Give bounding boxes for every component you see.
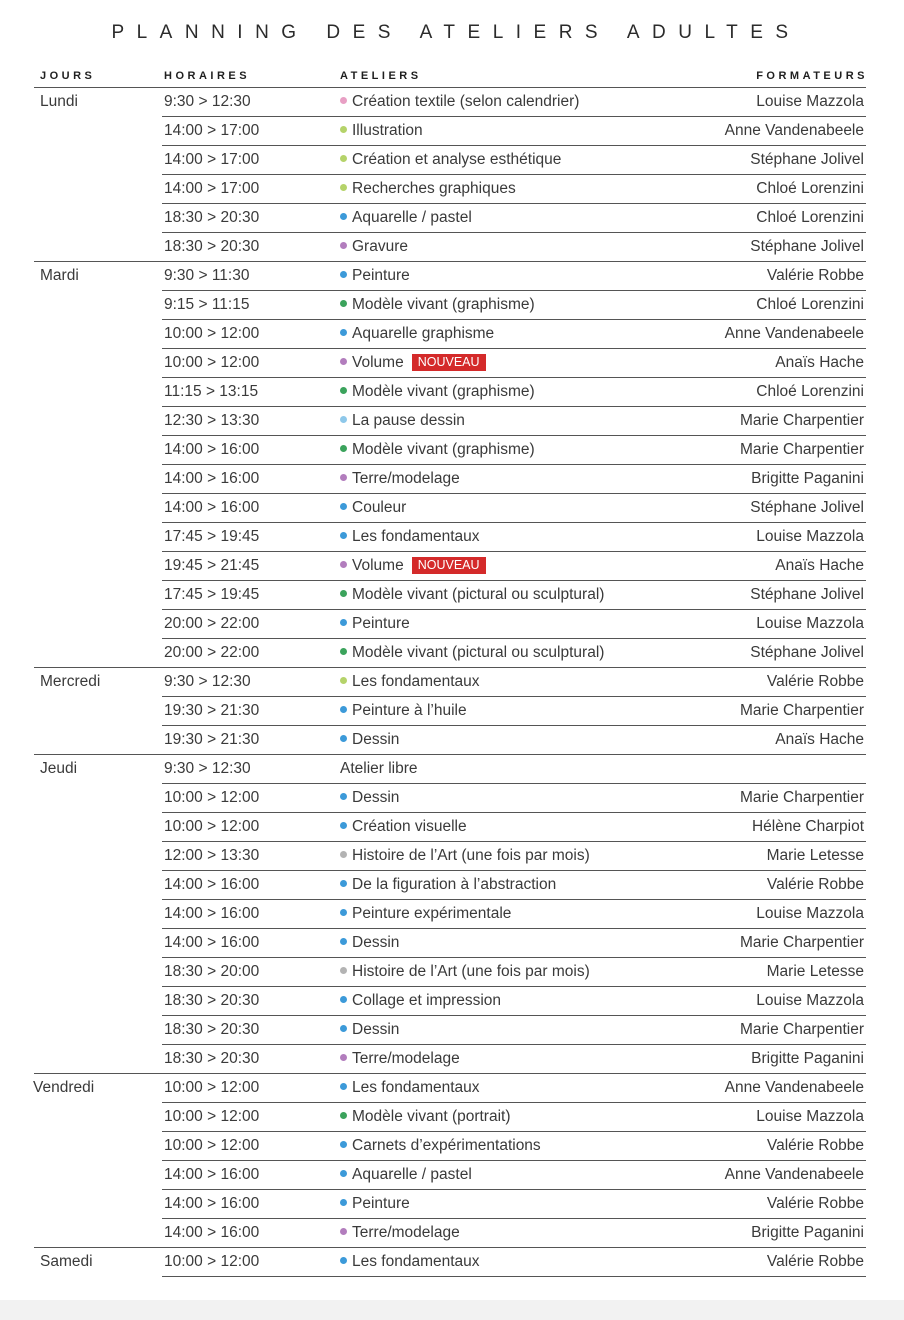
time-slot: 9:30 > 11:30 (164, 267, 250, 284)
header-formateurs: FORMATEURS (756, 70, 868, 82)
table-row (0, 233, 904, 262)
trainer-name: Louise Mazzola (756, 528, 864, 545)
trainer-name: Marie Charpentier (739, 702, 864, 719)
workshop-cell (340, 1079, 480, 1097)
time-slot: 9:15 > 11:15 (164, 296, 250, 313)
time-slot: 18:30 > 20:30 (164, 1050, 260, 1067)
workshop-name: Illustration (352, 122, 423, 139)
category-dot-icon (340, 532, 347, 539)
time-slot: 10:00 > 12:00 (164, 325, 260, 342)
trainer-name: Stéphane Jolivel (750, 586, 864, 603)
workshop-name: Dessin (352, 789, 400, 806)
workshop-name: Les fondamentaux (352, 1079, 480, 1096)
table-row (0, 146, 904, 175)
workshop-cell (340, 354, 486, 372)
table-row (0, 204, 904, 233)
workshop-cell (340, 963, 590, 981)
category-dot-icon (340, 271, 347, 278)
workshop-name: Gravure (352, 238, 408, 255)
table-header (0, 68, 904, 86)
workshop-cell (340, 528, 480, 546)
category-dot-icon (340, 387, 347, 394)
workshop-name: Peinture à l’huile (352, 702, 467, 719)
workshop-name: Modèle vivant (graphisme) (352, 383, 535, 400)
workshop-name: Modèle vivant (pictural ou sculptural) (352, 644, 605, 661)
workshop-name: Création et analyse esthétique (352, 151, 562, 168)
workshop-name: Modèle vivant (graphisme) (352, 441, 535, 458)
workshop-name: Les fondamentaux (352, 528, 480, 545)
trainer-name: Anne Vandenabeele (724, 1079, 864, 1096)
new-badge: NOUVEAU (412, 354, 486, 371)
time-slot: 19:30 > 21:30 (164, 731, 260, 748)
workshop-name: Volume (352, 354, 404, 371)
time-slot: 18:30 > 20:30 (164, 209, 260, 226)
workshop-cell (340, 702, 467, 720)
workshop-name: Volume (352, 557, 404, 574)
day-divider (34, 754, 866, 755)
workshop-name: Peinture expérimentale (352, 905, 512, 922)
day-label: Jeudi (40, 760, 78, 777)
time-slot: 10:00 > 12:00 (164, 818, 260, 835)
workshop-name: Histoire de l’Art (une fois par mois) (352, 963, 590, 980)
workshop-name: Collage et impression (352, 992, 502, 1009)
workshop-cell (340, 238, 408, 256)
time-slot: 10:00 > 12:00 (164, 789, 260, 806)
trainer-name: Valérie Robbe (766, 1137, 864, 1154)
workshop-cell (340, 1195, 410, 1213)
time-slot: 19:45 > 21:45 (164, 557, 260, 574)
workshop-name: Modèle vivant (graphisme) (352, 296, 535, 313)
category-dot-icon (340, 909, 347, 916)
time-slot: 14:00 > 16:00 (164, 905, 260, 922)
time-slot: 14:00 > 17:00 (164, 151, 260, 168)
time-slot: 10:00 > 12:00 (164, 1108, 260, 1125)
category-dot-icon (340, 445, 347, 452)
trainer-name: Anaïs Hache (775, 731, 864, 748)
trainer-name: Chloé Lorenzini (756, 209, 864, 226)
time-slot: 10:00 > 12:00 (164, 354, 260, 371)
table-row (0, 1248, 904, 1277)
time-slot: 14:00 > 16:00 (164, 1166, 260, 1183)
trainer-name: Anne Vandenabeele (724, 122, 864, 139)
trainer-name: Hélène Charpiot (751, 818, 864, 835)
table-row (0, 291, 904, 320)
table-row (0, 1103, 904, 1132)
workshop-cell (340, 296, 535, 314)
trainer-name: Marie Charpentier (739, 441, 864, 458)
table-row (0, 494, 904, 523)
workshop-cell (340, 122, 423, 140)
workshop-name: Recherches graphiques (352, 180, 516, 197)
time-slot: 12:00 > 13:30 (164, 847, 260, 864)
category-dot-icon (340, 97, 347, 104)
workshop-name: De la figuration à l’abstraction (352, 876, 557, 893)
category-dot-icon (340, 1141, 347, 1148)
table-row (0, 88, 904, 117)
trainer-name: Anne Vandenabeele (724, 1166, 864, 1183)
workshop-cell (340, 673, 480, 691)
trainer-name: Louise Mazzola (756, 1108, 864, 1125)
workshop-cell (340, 1021, 399, 1039)
time-slot: 14:00 > 17:00 (164, 180, 260, 197)
category-dot-icon (340, 1257, 347, 1264)
trainer-name: Anne Vandenabeele (724, 325, 864, 342)
day-label: Samedi (40, 1253, 93, 1270)
workshop-cell (340, 1253, 480, 1271)
trainer-name: Valérie Robbe (766, 267, 864, 284)
day-divider (34, 1073, 866, 1074)
row-divider (162, 1276, 866, 1277)
workshop-cell (340, 789, 399, 807)
table-row (0, 117, 904, 146)
category-dot-icon (340, 706, 347, 713)
category-dot-icon (340, 590, 347, 597)
category-dot-icon (340, 184, 347, 191)
table-row (0, 726, 904, 755)
workshop-name: Couleur (352, 499, 407, 516)
category-dot-icon (340, 851, 347, 858)
table-row (0, 1219, 904, 1248)
day-label: Mercredi (40, 673, 101, 690)
time-slot: 9:30 > 12:30 (164, 93, 251, 110)
category-dot-icon (340, 1228, 347, 1235)
table-row (0, 842, 904, 871)
time-slot: 19:30 > 21:30 (164, 702, 260, 719)
workshop-cell (340, 644, 604, 662)
trainer-name: Valérie Robbe (766, 673, 864, 690)
trainer-name: Marie Letesse (766, 847, 864, 864)
table-row (0, 1016, 904, 1045)
category-dot-icon (340, 1199, 347, 1206)
category-dot-icon (340, 822, 347, 829)
workshop-name: Peinture (352, 615, 410, 632)
workshop-cell (340, 1166, 472, 1184)
category-dot-icon (340, 619, 347, 626)
table-row (0, 668, 904, 697)
trainer-name: Valérie Robbe (766, 1253, 864, 1270)
table-row (0, 987, 904, 1016)
workshop-name: Dessin (352, 934, 400, 951)
table-row (0, 552, 904, 581)
day-divider (34, 1247, 866, 1248)
time-slot: 10:00 > 12:00 (164, 1137, 260, 1154)
workshop-name: Atelier libre (340, 760, 418, 777)
table-row (0, 610, 904, 639)
day-label: Vendredi (33, 1079, 95, 1096)
workshop-cell (340, 847, 590, 865)
table-row (0, 697, 904, 726)
trainer-name: Stéphane Jolivel (750, 644, 864, 661)
workshop-name: Dessin (352, 1021, 400, 1038)
trainer-name: Stéphane Jolivel (750, 151, 864, 168)
category-dot-icon (340, 735, 347, 742)
workshop-cell (340, 412, 465, 430)
workshop-name: Aquarelle / pastel (352, 1166, 472, 1183)
category-dot-icon (340, 503, 347, 510)
workshop-cell (340, 441, 535, 459)
trainer-name: Louise Mazzola (756, 615, 864, 632)
trainer-name: Louise Mazzola (756, 905, 864, 922)
category-dot-icon (340, 155, 347, 162)
trainer-name: Stéphane Jolivel (750, 238, 864, 255)
time-slot: 14:00 > 17:00 (164, 122, 260, 139)
workshop-cell (340, 818, 467, 836)
workshop-name: La pause dessin (352, 412, 465, 429)
trainer-name: Marie Charpentier (739, 934, 864, 951)
category-dot-icon (340, 793, 347, 800)
time-slot: 14:00 > 16:00 (164, 441, 260, 458)
trainer-name: Valérie Robbe (766, 876, 864, 893)
category-dot-icon (340, 213, 347, 220)
time-slot: 20:00 > 22:00 (164, 644, 260, 661)
day-divider (34, 667, 866, 668)
time-slot: 17:45 > 19:45 (164, 528, 260, 545)
workshop-name: Terre/modelage (352, 470, 460, 487)
workshop-name: Aquarelle graphisme (352, 325, 495, 342)
day-label: Lundi (40, 93, 78, 110)
trainer-name: Valérie Robbe (766, 1195, 864, 1212)
table-row (0, 1161, 904, 1190)
workshop-cell (340, 586, 604, 604)
schedule-table (0, 88, 904, 1277)
table-row (0, 871, 904, 900)
time-slot: 18:30 > 20:30 (164, 992, 260, 1009)
trainer-name: Chloé Lorenzini (756, 296, 864, 313)
time-slot: 9:30 > 12:30 (164, 673, 251, 690)
time-slot: 12:30 > 13:30 (164, 412, 260, 429)
time-slot: 20:00 > 22:00 (164, 615, 260, 632)
trainer-name: Marie Charpentier (739, 789, 864, 806)
trainer-name: Marie Charpentier (739, 412, 864, 429)
workshop-cell (340, 1137, 541, 1155)
table-row (0, 1190, 904, 1219)
trainer-name: Louise Mazzola (756, 93, 864, 110)
workshop-name: Modèle vivant (pictural ou sculptural) (352, 586, 605, 603)
time-slot: 14:00 > 16:00 (164, 934, 260, 951)
category-dot-icon (340, 358, 347, 365)
workshop-cell (340, 905, 511, 923)
workshop-cell (340, 93, 579, 111)
workshop-name: Dessin (352, 731, 400, 748)
table-row (0, 813, 904, 842)
table-row (0, 320, 904, 349)
workshop-cell (340, 1108, 511, 1126)
table-row (0, 958, 904, 987)
trainer-name: Brigitte Paganini (751, 1050, 864, 1067)
header-horaires: HORAIRES (164, 70, 251, 82)
page-title: PLANNING DES ATELIERS ADULTES (111, 22, 801, 43)
table-row (0, 378, 904, 407)
category-dot-icon (340, 329, 347, 336)
time-slot: 10:00 > 12:00 (164, 1253, 260, 1270)
workshop-cell (340, 325, 494, 343)
trainer-name: Stéphane Jolivel (750, 499, 864, 516)
trainer-name: Anaïs Hache (775, 354, 864, 371)
workshop-cell (340, 383, 535, 401)
category-dot-icon (340, 967, 347, 974)
category-dot-icon (340, 996, 347, 1003)
category-dot-icon (340, 938, 347, 945)
trainer-name: Brigitte Paganini (751, 470, 864, 487)
category-dot-icon (340, 416, 347, 423)
trainer-name: Anaïs Hache (775, 557, 864, 574)
table-row (0, 929, 904, 958)
workshop-cell (340, 992, 501, 1010)
time-slot: 14:00 > 16:00 (164, 499, 260, 516)
workshop-name: Terre/modelage (352, 1050, 460, 1067)
workshop-name: Création visuelle (352, 818, 467, 835)
workshop-cell (340, 934, 399, 952)
header-jours: JOURS (40, 70, 96, 82)
workshop-cell (340, 267, 410, 285)
workshop-name: Histoire de l’Art (une fois par mois) (352, 847, 590, 864)
category-dot-icon (340, 561, 347, 568)
table-row (0, 262, 904, 291)
time-slot: 17:45 > 19:45 (164, 586, 260, 603)
category-dot-icon (340, 1054, 347, 1061)
workshop-cell (340, 1224, 460, 1242)
workshop-name: Les fondamentaux (352, 673, 480, 690)
workshop-name: Les fondamentaux (352, 1253, 480, 1270)
time-slot: 10:00 > 12:00 (164, 1079, 260, 1096)
workshop-name: Création textile (selon calendrier) (352, 93, 580, 110)
workshop-cell (340, 151, 561, 169)
table-row (0, 436, 904, 465)
category-dot-icon (340, 300, 347, 307)
table-row (0, 1132, 904, 1161)
table-row (0, 900, 904, 929)
table-row (0, 349, 904, 378)
workshop-cell (340, 180, 516, 198)
new-badge: NOUVEAU (412, 557, 486, 574)
time-slot: 9:30 > 12:30 (164, 760, 251, 777)
category-dot-icon (340, 1083, 347, 1090)
day-divider (34, 261, 866, 262)
workshop-cell (340, 876, 556, 894)
workshop-cell (340, 1050, 460, 1068)
trainer-name: Chloé Lorenzini (756, 180, 864, 197)
table-row (0, 523, 904, 552)
workshop-cell (340, 731, 399, 749)
table-row (0, 1045, 904, 1074)
trainer-name: Chloé Lorenzini (756, 383, 864, 400)
workshop-name: Carnets d’expérimentations (352, 1137, 541, 1154)
time-slot: 14:00 > 16:00 (164, 876, 260, 893)
category-dot-icon (340, 1112, 347, 1119)
table-row (0, 755, 904, 784)
trainer-name: Marie Letesse (766, 963, 864, 980)
table-row (0, 1074, 904, 1103)
category-dot-icon (340, 677, 347, 684)
category-dot-icon (340, 1170, 347, 1177)
time-slot: 14:00 > 16:00 (164, 1195, 260, 1212)
category-dot-icon (340, 880, 347, 887)
time-slot: 14:00 > 16:00 (164, 1224, 260, 1241)
time-slot: 14:00 > 16:00 (164, 470, 260, 487)
trainer-name: Brigitte Paganini (751, 1224, 864, 1241)
category-dot-icon (340, 242, 347, 249)
workshop-name: Modèle vivant (portrait) (352, 1108, 511, 1125)
workshop-name: Peinture (352, 267, 410, 284)
category-dot-icon (340, 126, 347, 133)
table-row (0, 465, 904, 494)
time-slot: 18:30 > 20:30 (164, 1021, 260, 1038)
workshop-name: Peinture (352, 1195, 410, 1212)
table-row (0, 581, 904, 610)
category-dot-icon (340, 474, 347, 481)
trainer-name: Louise Mazzola (756, 992, 864, 1009)
workshop-cell (340, 209, 472, 227)
table-row (0, 639, 904, 668)
workshop-cell (340, 470, 460, 488)
table-row (0, 784, 904, 813)
header-ateliers: ATELIERS (340, 70, 422, 82)
workshop-cell (340, 615, 410, 633)
trainer-name: Marie Charpentier (739, 1021, 864, 1038)
table-row (0, 407, 904, 436)
workshop-cell (340, 557, 486, 575)
time-slot: 11:15 > 13:15 (164, 383, 259, 400)
workshop-name: Aquarelle / pastel (352, 209, 472, 226)
workshop-cell (340, 760, 418, 778)
time-slot: 18:30 > 20:00 (164, 963, 260, 980)
workshop-cell (340, 499, 406, 517)
time-slot: 18:30 > 20:30 (164, 238, 260, 255)
table-row (0, 175, 904, 204)
category-dot-icon (340, 648, 347, 655)
workshop-name: Terre/modelage (352, 1224, 460, 1241)
category-dot-icon (340, 1025, 347, 1032)
day-label: Mardi (40, 267, 79, 284)
